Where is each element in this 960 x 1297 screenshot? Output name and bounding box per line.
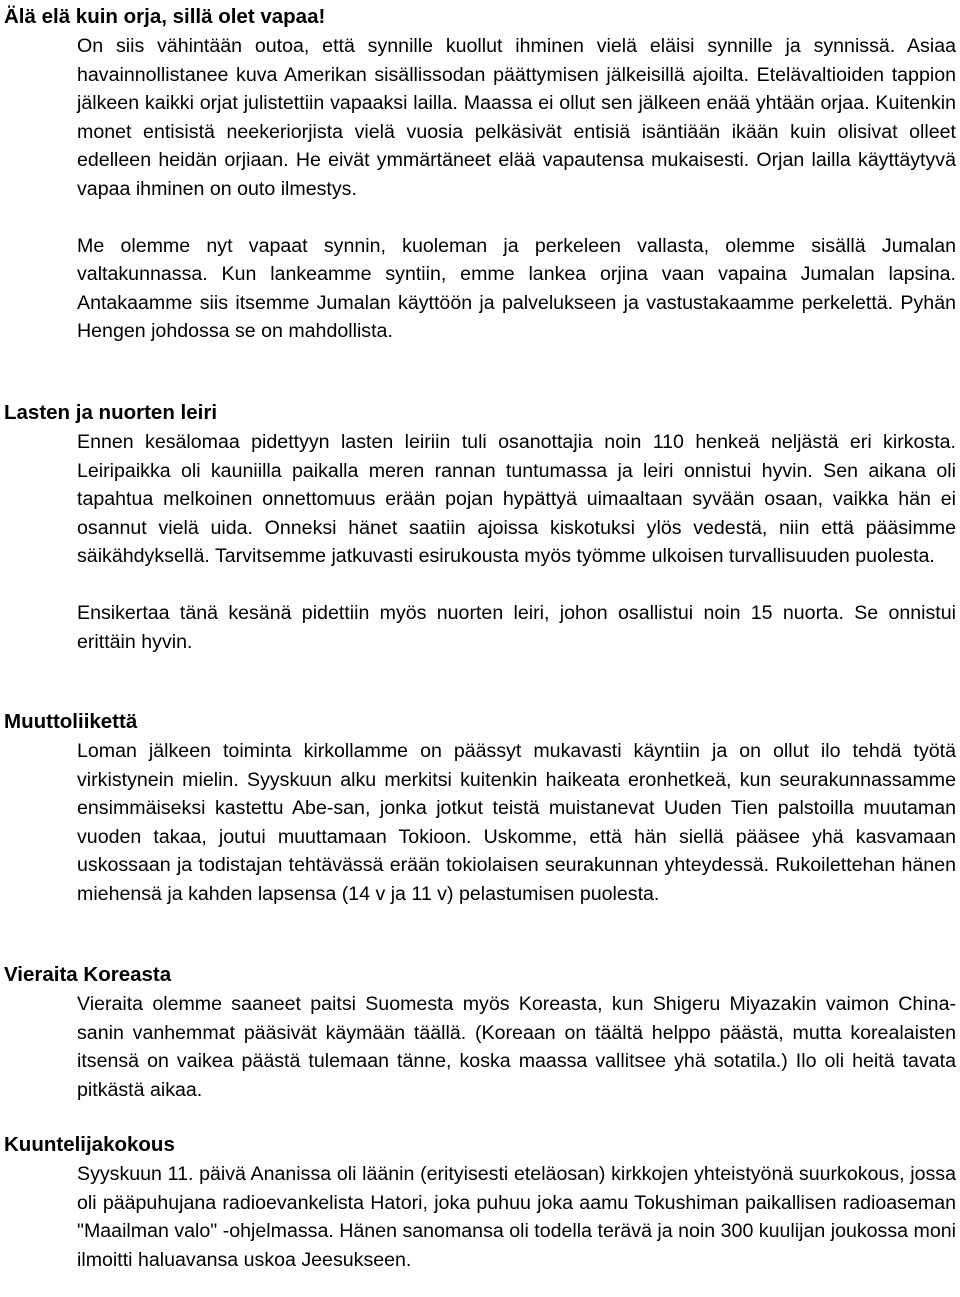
section-heading: Muuttoliikettä (4, 710, 138, 733)
section-ala-ela-kuin-orja (0, 0, 960, 346)
paragraph: Syyskuun 11. päivä Ananissa oli läänin (erityisesti eteläosan) kirkkojen yhteistyönä suurkokous, jossa oli pääpuhujana radioevankelista Hatori, joka puhuu joka aamu Tokushiman paikallisen radioaseman "Maailman valo" -ohjelmassa. Hänen sanomansa oli todella terävä ja noin 300 kuulijan joukossa moni ilmoitti haluavansa uskoa Jeesukseen. (77, 1163, 956, 1271)
paragraph: Ennen kesälomaa pidettyyn lasten leiriin tuli osanottajia noin 110 henkeä neljästä eri kirkosta. Leiripaikka oli kauniilla paikalla meren rannan tuntumassa ja leiri onnistui hyvin. Sen aikana oli tapahtua melkoinen onnettomuus erään pojan hypättyä uimaaltaan syvään osaan, vaikka hän ei osannut vielä uida. Onneksi hänet saatiin ajoissa kiskotuksi ylös vedestä, niin että pääsimme säikähdyksellä. Tarvitsemme jatkuvasti esirukousta myös työmme ulkoisen turvallisuuden puolesta. (77, 431, 956, 568)
paragraph: Ensikertaa tänä kesänä pidettiin myös nuorten leiri, johon osallistui noin 15 nuorta. Se onnistui erittäin hyvin. (77, 601, 956, 653)
section-kuuntelijakokous (0, 1130, 960, 1274)
section-heading: Älä elä kuin orja, sillä olet vapaa! (4, 5, 326, 28)
section-heading: Lasten ja nuorten leiri (4, 401, 218, 424)
section-muuttoliiketta (0, 707, 960, 909)
section-heading: Kuuntelijakokous (4, 1133, 175, 1156)
section-lasten-ja-nuorten-leiri (0, 398, 960, 656)
paragraph: Loman jälkeen toiminta kirkollamme on päässyt mukavasti käyntiin ja on ollut ilo tehdä työtä virkistynein mielin. Syyskuun alku merkitsi kuitenkin haikeata eronhetkeä, kun seurakunnassamme ensimmäiseksi kastettu Abe-san, jonka jotkut teistä muistanevat Uuden Tien palstoilla muutaman vuoden takaa, joutui muuttamaan Tokioon. Uskomme, että hän siellä pääsee yhä kasvamaan uskossaan ja todistajan tehtävässä erään tokiolaisen seurakunnan yhteydessä. Rukoilettehan hänen miehensä ja kahden lapsensa (14 v ja 11 v) pelastumisen puolesta. (77, 740, 956, 905)
paragraph: On siis vähintään outoa, että synnille kuollut ihminen vielä eläisi synnille ja synnissä. Asiaa havainnollistanee kuva Amerikan sisällissodan päättymisen jälkeisillä ajoilta. Etelävaltioiden tappion jälkeen kaikki orjat julistettiin vapaaksi lailla. Maassa ei ollut sen jälkeen enää yhtään orjaa. Kuitenkin monet entisistä neekeriorjista vielä vuosia pelkäsivät entisiä isäntiään ikään kuin olisivat olleet edelleen heidän orjiaan. He eivät ymmärtäneet elää vapautensa mukaisesti. Orjan lailla käyttäytyvä vapaa ihminen on outo ilmestys. (77, 35, 956, 200)
section-vieraita-koreasta (0, 960, 960, 1104)
paragraph: Me olemme nyt vapaat synnin, kuoleman ja perkeleen vallasta, olemme sisällä Jumalan valtakunnassa. Kun lankeamme syntiin, emme lankea orjina vaan vapaina Jumalan lapsina. Antakaamme siis itsemme Jumalan käyttöön ja palvelukseen ja vastustakaamme perkelettä. Pyhän Hengen johdossa se on mahdollista. (77, 234, 956, 343)
paragraph: Vieraita olemme saaneet paitsi Suomesta myös Koreasta, kun Shigeru Miyazakin vaimon China-sanin vanhemmat pääsivät käymään täällä. (Koreaan on täältä helppo päästä, mutta korealaisten itsensä on vaikea päästä tulemaan tänne, koska maassa vallitsee yhä sotatila.) Ilo oli heitä tavata pitkästä aikaa. (77, 993, 956, 1101)
section-heading: Vieraita Koreasta (4, 963, 172, 986)
